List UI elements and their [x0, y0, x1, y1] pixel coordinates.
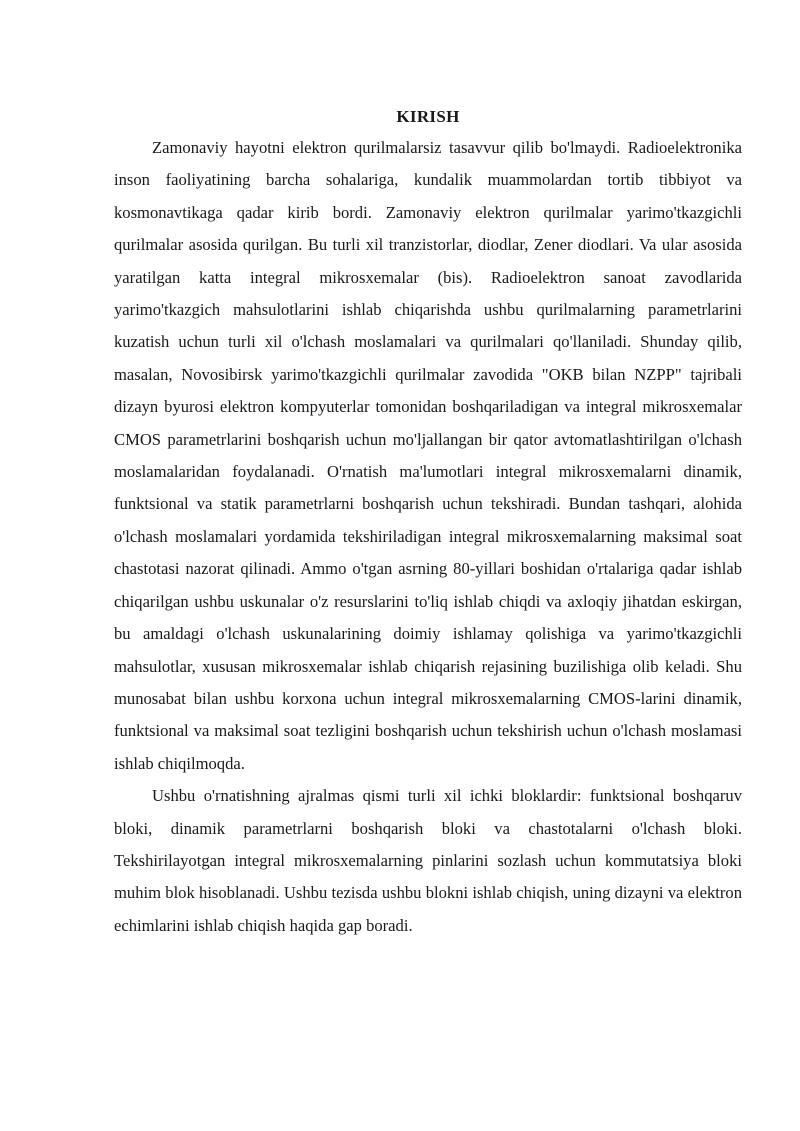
page-title: KIRISH — [396, 107, 460, 126]
body-paragraph-2: Ushbu o'rnatishning ajralmas qismi turli xil ichki bloklardir: funktsional boshqaruv bloki, dinamik parametrlarni boshqarish bloki va chastotalarni o'lchash bloki. Tekshirilayotgan integral mikrosxemalarning pinlarini sozlash uchun kommutatsiya bloki muhim blok hisoblanadi. Ushbu tezisda ushbu blokni ishlab chiqish, uning dizayni va elektron echimlarini ishlab chiqish haqida gap boradi. — [114, 786, 742, 935]
body-paragraph-1: Zamonaviy hayotni elektron qurilmalarsiz tasavvur qilib bo'lmaydi. Radioelektronika inson faoliyatining barcha sohalariga, kundalik muammolardan tortib tibbiyot va kosmonavtikaga qadar kirib bordi. Zamonaviy elektron qurilmalar yarimo'tkazgichli qurilmalar asosida qurilgan. Bu turli xil tranzistorlar, diodlar, Zener diodlari. Va ular asosida yaratilgan katta integral mikrosxemalar (bis). Radioelektron sanoat zavodlarida yarimo'tkazgich mahsulotlarini ishlab chiqarishda ushbu qurilmalarning parametrlarini kuzatish uchun turli xil o'lchash moslamalari va qurilmalari qo'llaniladi. Shunday qilib, masalan, Novosibirsk yarimo'tkazgichli qurilmalar zavodida "OKB bilan NZPP" tajribali dizayn byurosi elektron kompyuterlar tomonidan boshqariladigan va integral mikrosxemalar CMOS parametrlarini boshqarish uchun mo'ljallangan bir qator avtomatlashtirilgan o'lchash moslamalaridan foydalanadi. O'rnatish ma'lumotlari integral mikrosxemalarni dinamik, funktsional va statik parametrlarni boshqarish uchun tekshiradi. Bundan tashqari, alohida o'lchash moslamalari yordamida tekshiriladigan integral mikrosxemalarning maksimal soat chastotasi nazorat qilinadi. Ammo o'tgan asrning 80-yillari boshidan o'rtalariga qadar ishlab chiqarilgan ushbu uskunalar o'z resurslarini to'liq ishlab chiqdi va axloqiy jihatdan eskirgan, bu amaldagi o'lchash uskunalarining doimiy ishlamay qolishiga va yarimo'tkazgichli mahsulotlar, xususan mikrosxemalar ishlab chiqarish rejasining buzilishiga olib keladi. Shu munosabat bilan ushbu korxona uchun integral mikrosxemalarning CMOS-larini dinamik, funktsional va maksimal soat tezligini boshqarish uchun tekshirish uchun o'lchash moslamasi ishlab chiqilmoqda. — [114, 138, 742, 773]
document-page — [114, 106, 742, 942]
